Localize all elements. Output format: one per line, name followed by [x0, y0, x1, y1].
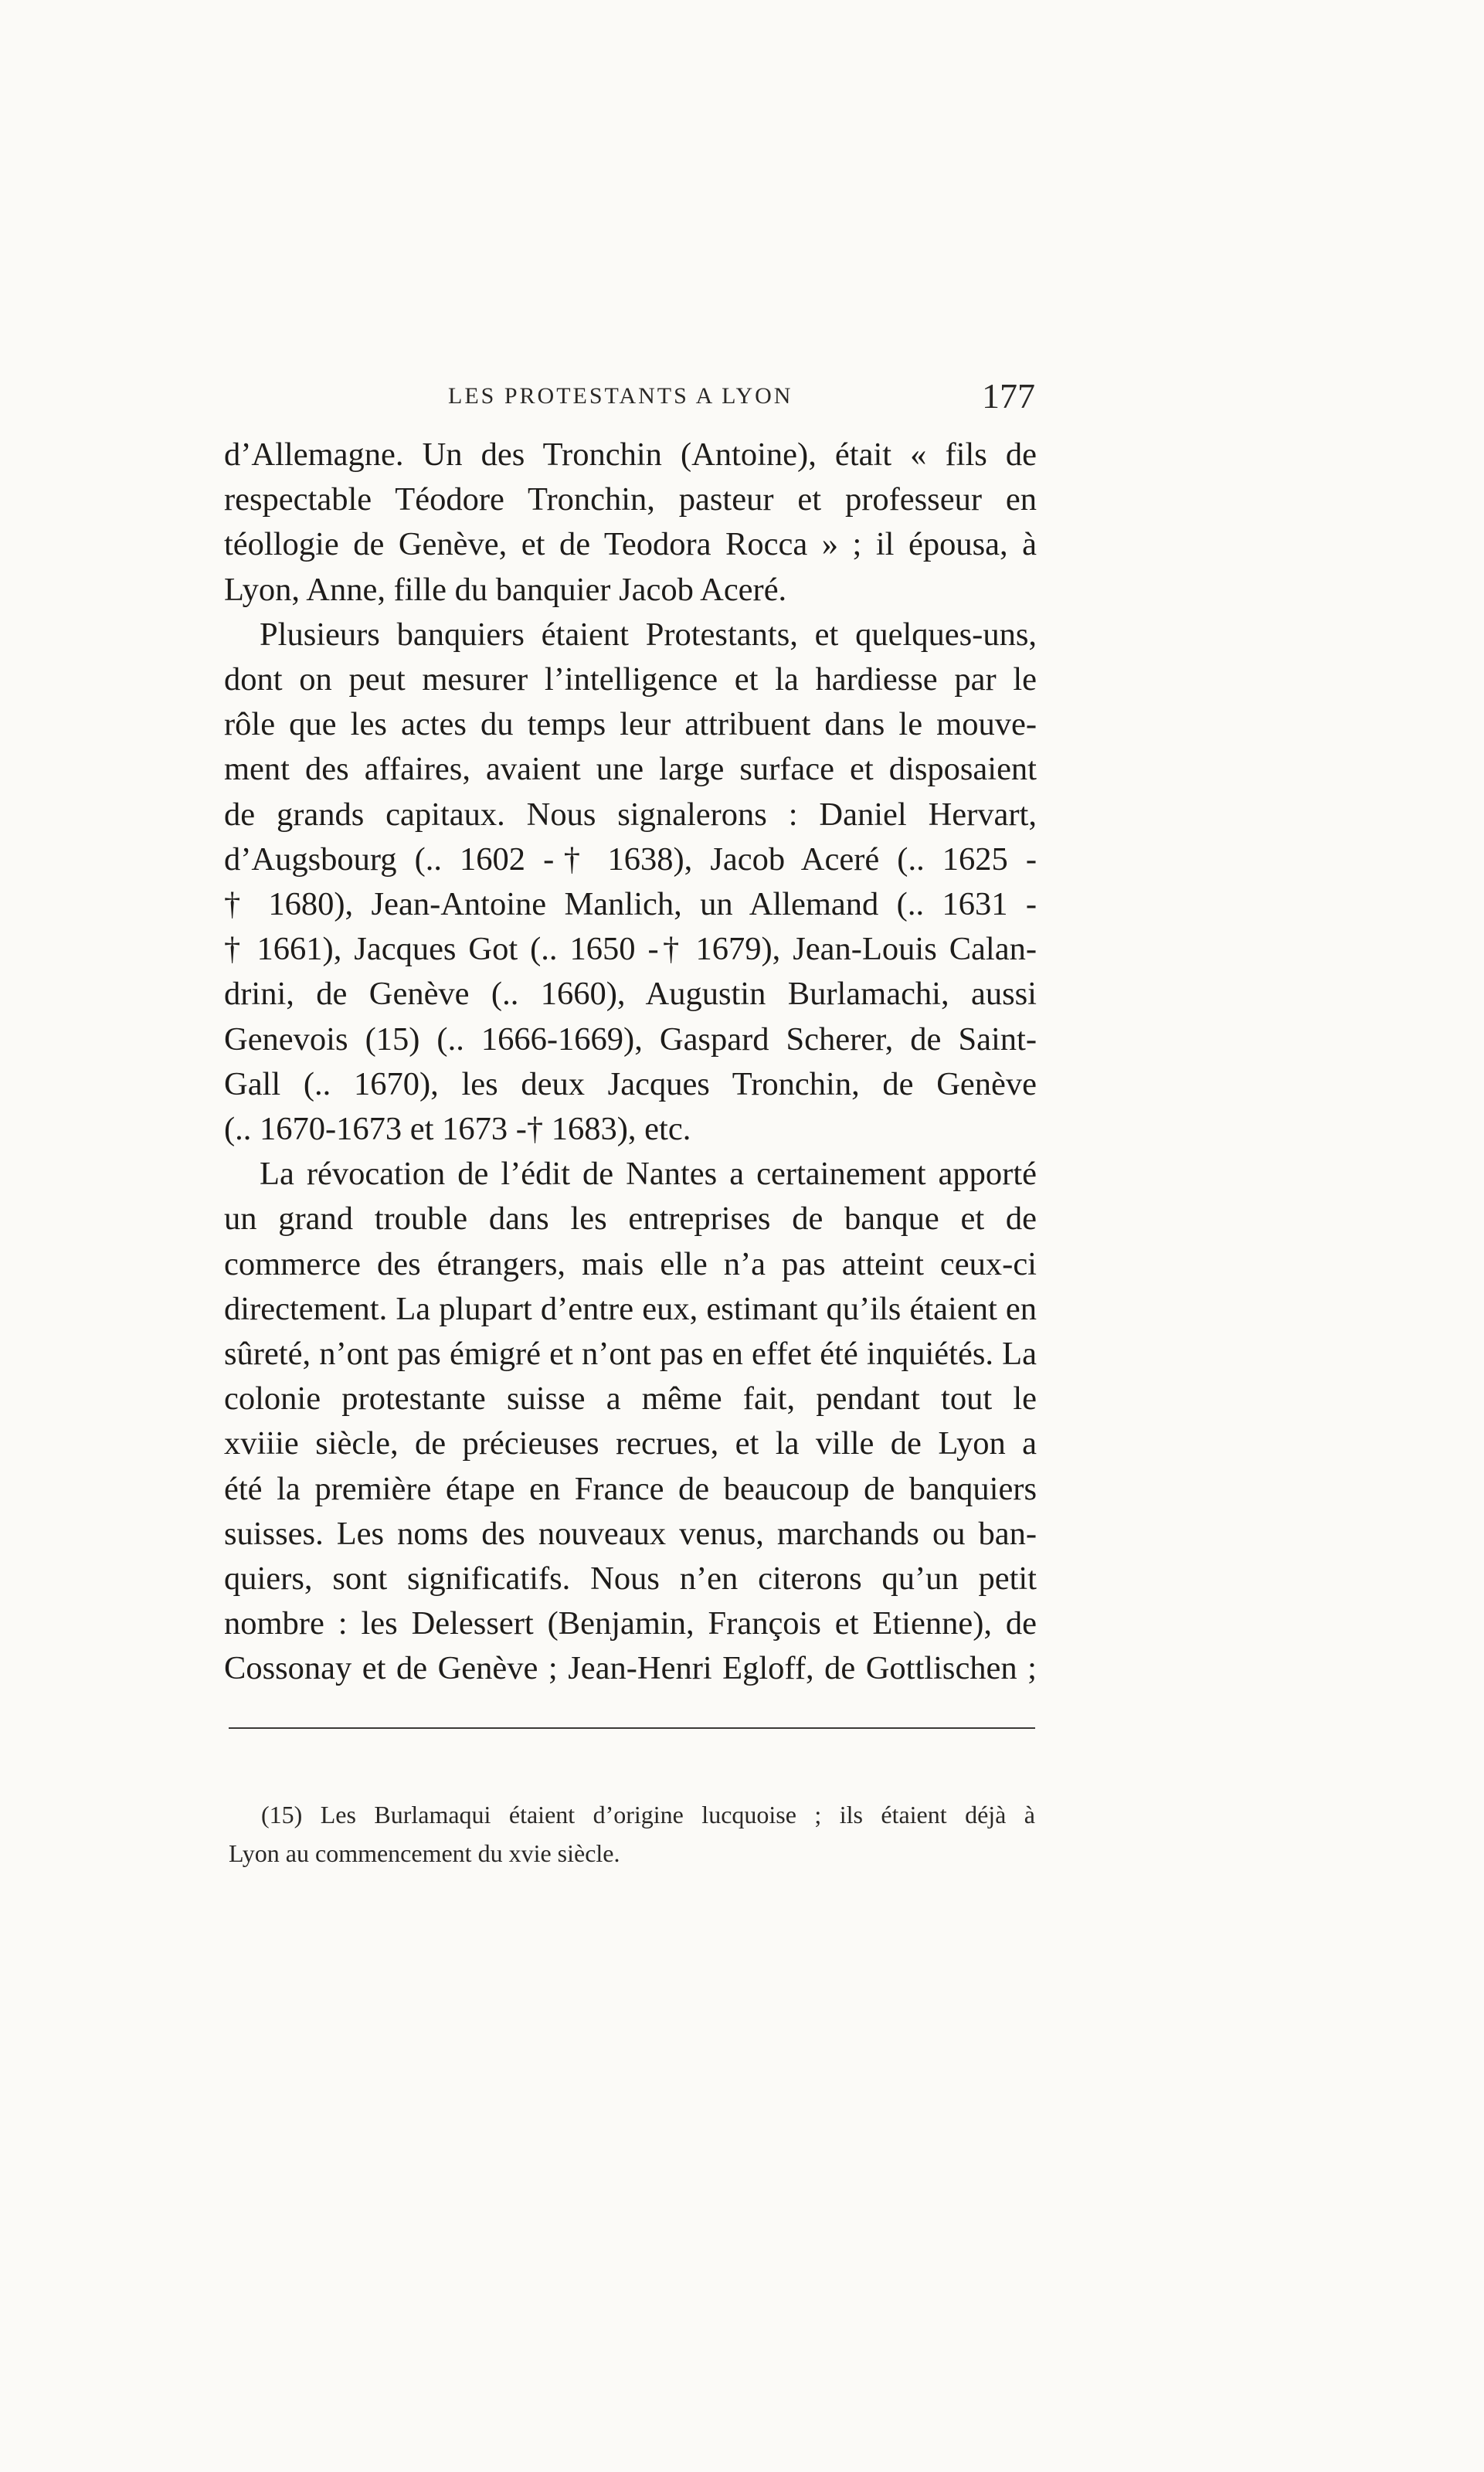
text-line: Lyon, Anne, fille du banquier Jacob Aceré.	[224, 571, 787, 608]
text-line: commerce des étrangers, mais elle n’a pas atteint ceux-ci	[224, 1245, 1037, 1282]
footnote-line: Lyon au commencement du xvie siècle.	[229, 1839, 620, 1867]
running-head	[224, 377, 1035, 423]
main-text	[224, 433, 1037, 1692]
text-line: d’Allemagne. Un des Tronchin (Antoine), était « fils de	[224, 436, 1037, 473]
text-line: Genevois (15) (.. 1666-1669), Gaspard Scherer, de Saint-	[224, 1020, 1037, 1058]
text-line: téollogie de Genève, et de Teodora Rocca » ; il épousa, à	[224, 526, 1037, 563]
text-line: (.. 1670-1673 et 1673 -† 1683), etc.	[224, 1111, 691, 1148]
running-title: LES PROTESTANTS A LYON	[448, 383, 793, 409]
text-line: ment des affaires, avaient une large surface et disposaient	[224, 751, 1037, 788]
text-line: dont on peut mesurer l’intelligence et la hardiesse par le	[224, 661, 1037, 698]
footnote	[229, 1795, 1035, 1873]
text-line: un grand trouble dans les entreprises de banque et de	[224, 1200, 1037, 1238]
text-line: d’Augsbourg (.. 1602 -† 1638), Jacob Aceré (.. 1625 -	[224, 840, 1037, 878]
paragraph-start-line: La révocation de l’édit de Nantes a certainement apporté	[260, 1156, 1037, 1193]
text-line: colonie protestante suisse a même fait, pendant tout le	[224, 1380, 1037, 1418]
text-line: Gall (.. 1670), les deux Jacques Tronchin, de Genève	[224, 1065, 1037, 1102]
text-line: respectable Téodore Tronchin, pasteur et professeur en	[224, 481, 1037, 518]
text-line: sûreté, n’ont pas émigré et n’ont pas en effet été inquiétés. La	[224, 1336, 1037, 1373]
text-line: quiers, sont significatifs. Nous n’en citerons qu’un petit	[224, 1560, 1037, 1598]
text-line: † 1680), Jean-Antoine Manlich, un Allemand (.. 1631 -	[224, 886, 1037, 923]
paragraph-start-line: Plusieurs banquiers étaient Protestants, et quelques-uns,	[260, 616, 1037, 653]
text-line: de grands capitaux. Nous signalerons : Daniel Hervart,	[224, 796, 1037, 833]
footnote-line: (15) Les Burlamaqui étaient d’origine lucquoise ; ils étaient déjà à	[261, 1801, 1035, 1829]
footnote-divider	[229, 1727, 1035, 1729]
text-line: directement. La plupart d’entre eux, estimant qu’ils étaient en	[224, 1290, 1037, 1327]
page-number: 177	[982, 376, 1035, 416]
text-line: xviiie siècle, de précieuses recrues, et la ville de Lyon a	[224, 1425, 1037, 1462]
text-line: été la première étape en France de beaucoup de banquiers	[224, 1470, 1037, 1507]
text-line: suisses. Les noms des nouveaux venus, marchands ou ban-	[224, 1515, 1037, 1552]
text-line: Cossonay et de Genève ; Jean-Henri Egloff, de Gottlischen ;	[224, 1650, 1037, 1687]
text-line: † 1661), Jacques Got (.. 1650 -† 1679), Jean-Louis Calan-	[224, 931, 1037, 968]
text-line: drini, de Genève (.. 1660), Augustin Burlamachi, aussi	[224, 976, 1037, 1013]
text-line: nombre : les Delessert (Benjamin, François et Etienne), de	[224, 1605, 1037, 1642]
text-line: rôle que les actes du temps leur attribuent dans le mouve-	[224, 706, 1037, 743]
